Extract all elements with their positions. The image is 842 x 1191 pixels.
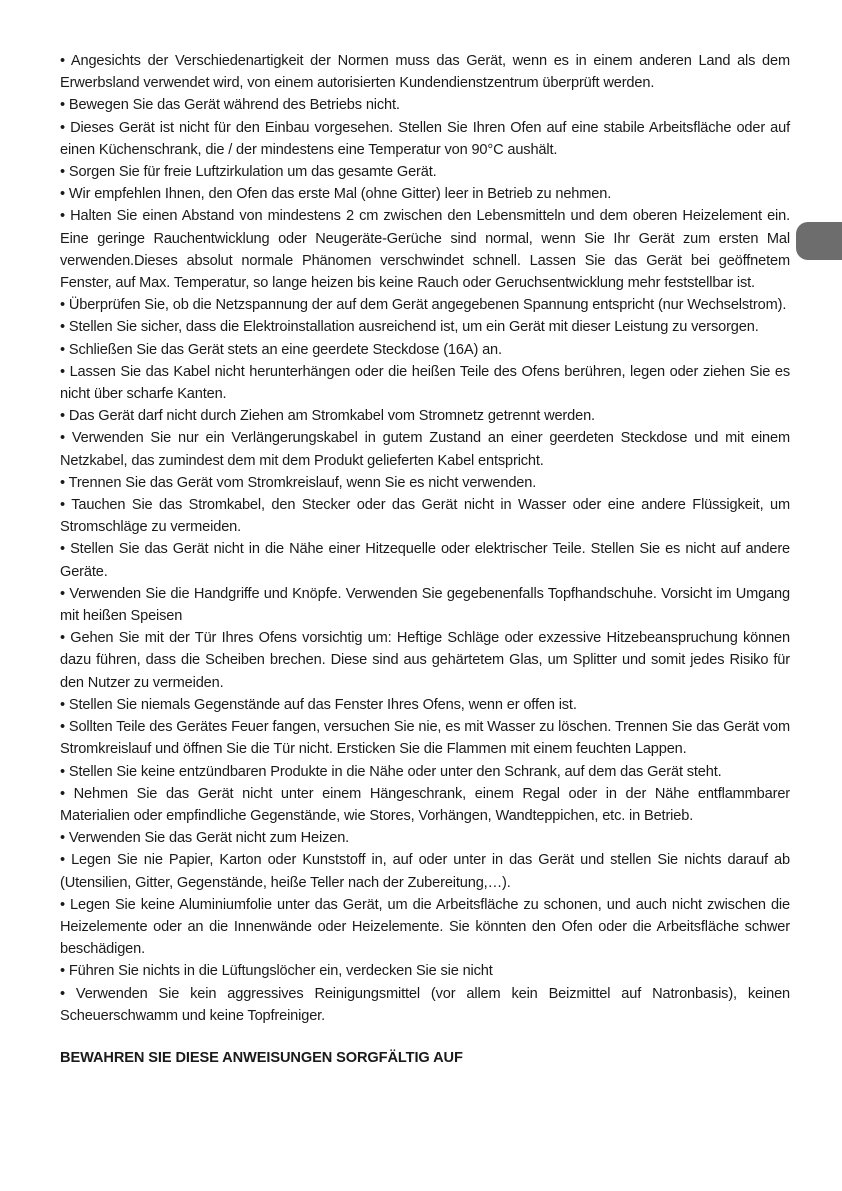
document-page (60, 50, 790, 1069)
list-item: • Verwenden Sie die Handgriffe und Knöpfe. Verwenden Sie gegebenenfalls Topfhandschuhe. Vorsicht im Umgang mit heißen Speisen (60, 585, 790, 625)
list-item: • Legen Sie nie Papier, Karton oder Kunststoff in, auf oder unter in das Gerät und stellen Sie nichts darauf ab (Utensilien, Gitter, Gegenstände, heiße Teller nach der Zubereitung,…). (60, 852, 790, 891)
list-item: • Führen Sie nichts in die Lüftungslöcher ein, verdecken Sie sie nicht (60, 963, 493, 980)
list-item: • Sollten Teile des Gerätes Feuer fangen, versuchen Sie nie, es mit Wasser zu löschen. Trennen Sie das Gerät vom Stromkreislauf und öffnen Sie die Tür nicht. Ersticken Sie die Flammen mit einem feuchten Lappen. (60, 719, 790, 758)
list-item: • Stellen Sie das Gerät nicht in die Nähe einer Hitzequelle oder elektrischer Teile. Stellen Sie es nicht auf andere Geräte. (60, 541, 790, 580)
side-tab-marker (796, 222, 842, 260)
list-item: • Trennen Sie das Gerät vom Stromkreislauf, wenn Sie es nicht verwenden. (60, 474, 537, 491)
list-item: • Tauchen Sie das Stromkabel, den Stecker oder das Gerät nicht in Wasser oder eine andere Flüssigkeit, um Stromschläge zu vermeiden. (60, 497, 790, 536)
safety-instructions-list (60, 50, 790, 1027)
closing-heading: BEWAHREN SIE DIESE ANWEISUNGEN SORGFÄLTIG AUF (60, 1049, 463, 1066)
list-item: • Verwenden Sie nur ein Verlängerungskabel in gutem Zustand an einer geerdeten Steckdose und mit einem Netzkabel, das zumindest dem mit dem Produkt gelieferten Kabel entspricht. (60, 430, 790, 469)
list-item: • Halten Sie einen Abstand von mindestens 2 cm zwischen den Lebensmitteln und dem oberen Heizelement ein. Eine geringe Rauchentwicklung oder Neugeräte-Gerüche sind normal, wenn Sie Ihr Gerät zum ersten Mal verwenden.Dieses absolut normale Phänomen verschwindet schnell. Lassen Sie das Gerät bei geöffnetem Fenster, auf Max. Temperatur, so lange heizen bis keine Rauch oder Geruchsentwicklung mehr feststellbar ist. (60, 208, 790, 292)
list-item: • Legen Sie keine Aluminiumfolie unter das Gerät, um die Arbeitsfläche zu schonen, und auch nicht zwischen die Heizelemente oder an die Innenwände oder Heizelemente. Sie könnten den Ofen oder die Arbeitsfläche schwer beschädigen. (60, 896, 790, 958)
list-item: • Schließen Sie das Gerät stets an eine geerdete Steckdose (16A) an. (60, 341, 502, 358)
list-item: • Gehen Sie mit der Tür Ihres Ofens vorsichtig um: Heftige Schläge oder exzessive Hitzebeanspruchung können dazu führen, dass die Scheiben brechen. Diese sind aus gehärtetem Glas, um Splitter und somit jedes Risiko für den Nutzer zu vermeiden. (60, 630, 790, 691)
list-item: • Das Gerät darf nicht durch Ziehen am Stromkabel vom Stromnetz getrennt werden. (60, 408, 595, 425)
list-item: • Angesichts der Verschiedenartigkeit der Normen muss das Gerät, wenn es in einem anderen Land als dem Erwerbsland verwendet wird, von einem autorisierten Kundendienstzentrum überprüft werden. (60, 53, 790, 92)
list-item: • Stellen Sie keine entzündbaren Produkte in die Nähe oder unter den Schrank, auf dem das Gerät steht. (60, 763, 722, 780)
list-item: • Sorgen Sie für freie Luftzirkulation um das gesamte Gerät. (60, 164, 437, 181)
list-item: • Stellen Sie sicher, dass die Elektroinstallation ausreichend ist, um ein Gerät mit dieser Leistung zu versorgen. (60, 319, 759, 336)
list-item: • Verwenden Sie kein aggressives Reinigungsmittel (vor allem kein Beizmittel auf Natronbasis), keinen Scheuerschwamm und keine Topfreiniger. (60, 985, 790, 1024)
list-item: • Überprüfen Sie, ob die Netzspannung der auf dem Gerät angegebenen Spannung entspricht (nur Wechselstrom). (60, 297, 787, 314)
list-item: • Stellen Sie niemals Gegenstände auf das Fenster Ihres Ofens, wenn er offen ist. (60, 696, 577, 713)
list-item: • Verwenden Sie das Gerät nicht zum Heizen. (60, 830, 350, 847)
list-item: • Bewegen Sie das Gerät während des Betriebs nicht. (60, 97, 400, 114)
list-item: • Nehmen Sie das Gerät nicht unter einem Hängeschrank, einem Regal oder in der Nähe entflammbarer Materialien oder empfindliche Gegenstände, wie Stores, Vorhängen, Wandteppichen, etc. in Betrieb. (60, 785, 790, 824)
list-item: • Lassen Sie das Kabel nicht herunterhängen oder die heißen Teile des Ofens berühren, legen oder ziehen Sie es nicht über scharfe Kanten. (60, 363, 790, 403)
list-item: • Wir empfehlen Ihnen, den Ofen das erste Mal (ohne Gitter) leer in Betrieb zu nehmen. (60, 186, 612, 203)
list-item: • Dieses Gerät ist nicht für den Einbau vorgesehen. Stellen Sie Ihren Ofen auf eine stabile Arbeitsfläche oder auf einen Küchenschrank, die / der mindestens eine Temperatur von 90°C aushält. (60, 119, 790, 158)
